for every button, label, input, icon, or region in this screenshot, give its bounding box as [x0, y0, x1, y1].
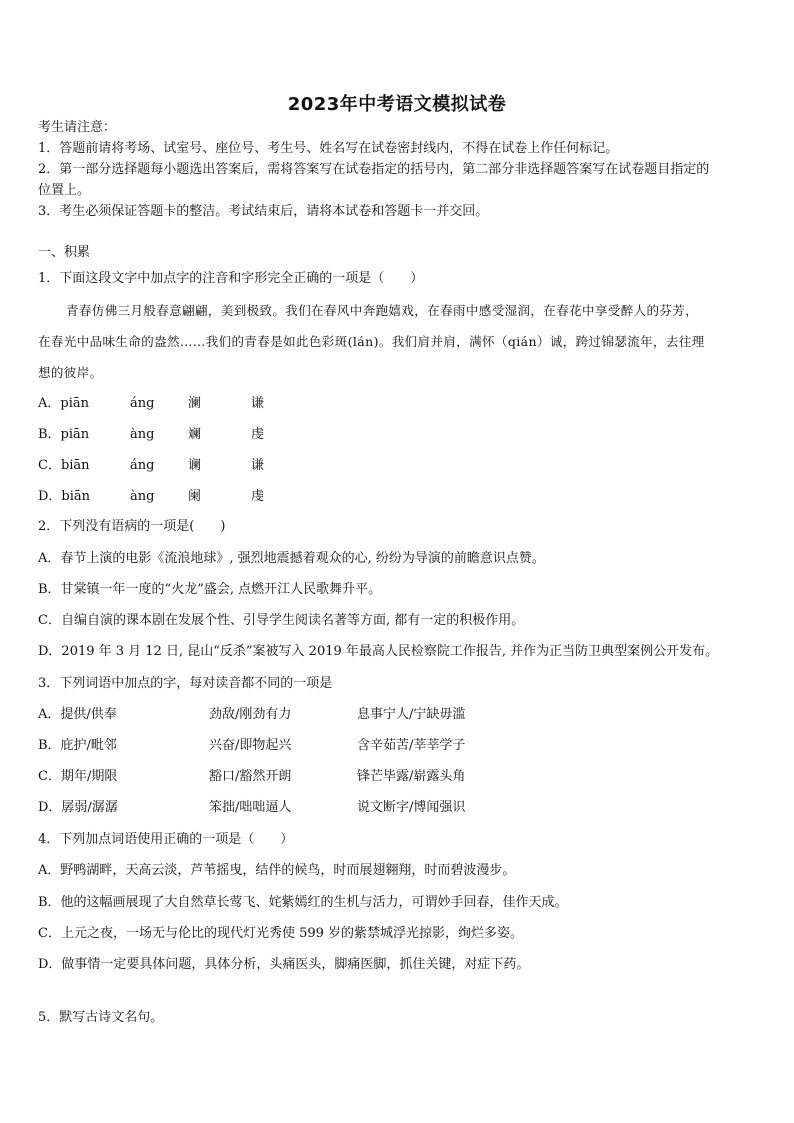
q1-passage-line-3: 想的彼岸。: [38, 365, 103, 380]
q2-option-a: A．春节上演的电影《流浪地球》, 强烈地震撼着观众的心, 纷纷为导演的前瞻意识点赞。: [38, 551, 545, 566]
q3-option-d-col2: 笨拙/咄咄逼人: [209, 800, 292, 815]
q1-option-d-char1: 阑: [188, 489, 202, 504]
q3-option-b-col1: B．庇护/毗邻: [38, 738, 117, 753]
q1-option-b-char2: 虔: [251, 427, 265, 442]
q1-passage-line-2: 在春光中品味生命的盎然……我们的青春是如此色彩斑(lán)。我们肩并肩，满怀（qián）诚，跨过锦瑟流年，去往理: [38, 334, 705, 349]
q2-stem: 2．下列没有语病的一项是( ): [38, 519, 226, 534]
q1-option-a-char2: 谦: [251, 396, 265, 411]
q4-option-c: C．上元之夜，一场无与伦比的现代灯光秀使 599 岁的紫禁城浮光掠影，绚烂多姿。: [38, 926, 524, 941]
q1-option-c-char2: 谦: [251, 458, 265, 473]
q1-option-d-char2: 虔: [251, 489, 265, 504]
notice-item-2-cont: 位置上。: [38, 183, 91, 198]
notice-heading: 考生请注意：: [38, 120, 117, 135]
q1-passage-line-1: 青春仿佛三月般春意翩翩，美到极致。我们在春风中奔跑嬉戏，在春雨中感受湿润，在春花中享受醉人的芬芳，: [66, 303, 699, 318]
q1-option-b-pinyin1: B．piān: [38, 427, 90, 442]
q3-option-a-col3: 息事宁人/宁缺毋滥: [357, 707, 466, 722]
q3-option-a-col1: A．提供/供奉: [38, 707, 117, 722]
q1-option-a-char1: 澜: [188, 396, 202, 411]
q4-option-a: A．野鸭湖畔，天高云淡，芦苇摇曳，结伴的候鸟，时而展翅翱翔，时而碧波漫步。: [38, 863, 516, 878]
q3-option-c-col2: 豁口/豁然开朗: [209, 769, 292, 784]
q2-option-d: D．2019 年 3 月 12 日, 昆山“反杀”案被写入 2019 年最高人民检察院工作报告, 并作为正当防卫典型案例公开发布。: [38, 644, 719, 659]
q3-option-d-col3: 说文断字/博闻强识: [357, 800, 466, 815]
notice-item-1: 1．答题前请将考场、试室号、座位号、考生号、姓名写在试卷密封线内，不得在试卷上作任何标记。: [38, 141, 619, 156]
q4-stem: 4．下列加点词语使用正确的一项是（ ）: [38, 832, 294, 847]
q2-option-b: B．甘棠镇一年一度的“火龙”盛会, 点燃开江人民歌舞升平。: [38, 582, 382, 597]
q2-option-c: C．自编自演的课本剧在发展个性、引导学生阅读名著等方面, 都有一定的积极作用。: [38, 613, 525, 628]
q1-option-a-pinyin2: áng: [130, 396, 155, 411]
q1-option-b-char1: 斓: [188, 427, 202, 442]
q3-option-d-col1: D．孱弱/潺潺: [38, 800, 118, 815]
q3-option-c-col1: C．期年/期限: [38, 769, 118, 784]
q1-option-c-pinyin1: C．biān: [38, 458, 90, 473]
q4-option-d: D．做事情一定要具体问题，具体分析，头痛医头，脚痛医脚，抓住关键，对症下药。: [38, 957, 530, 972]
q5-stem: 5．默写古诗文名句。: [38, 1010, 164, 1025]
page-title: 2023年中考语文模拟试卷: [287, 94, 507, 115]
q3-stem: 3．下列词语中加点的字，每对读音都不同的一项是: [38, 676, 333, 691]
q1-option-c-pinyin2: áng: [130, 458, 155, 473]
q4-option-b: B．他的这幅画展现了大自然草长莺飞、姹紫嫣红的生机与活力，可谓妙手回春，佳作天成。: [38, 895, 568, 910]
q1-option-d-pinyin2: àng: [130, 489, 155, 504]
q1-option-b-pinyin2: àng: [130, 427, 155, 442]
q3-option-a-col2: 劲敌/刚劲有力: [209, 707, 292, 722]
q3-option-b-col2: 兴奋/即物起兴: [209, 738, 292, 753]
q1-stem: 1．下面这段文字中加点字的注音和字形完全正确的一项是（ ）: [38, 271, 424, 286]
notice-item-2: 2．第一部分选择题每小题选出答案后，需将答案写在试卷指定的括号内，第二部分非选择题答案写在试卷题目指定的: [38, 162, 710, 177]
notice-item-3: 3．考生必须保证答题卡的整洁。考试结束后，请将本试卷和答题卡一并交回。: [38, 204, 489, 219]
q1-option-a-pinyin1: A．piān: [38, 396, 89, 411]
q3-option-c-col3: 锋芒毕露/崭露头角: [357, 769, 466, 784]
q3-option-b-col3: 含辛茹苦/莘莘学子: [357, 738, 466, 753]
section-heading: 一、积累: [38, 245, 91, 260]
q1-option-c-char1: 谰: [188, 458, 202, 473]
q1-option-d-pinyin1: D．biān: [38, 489, 91, 504]
